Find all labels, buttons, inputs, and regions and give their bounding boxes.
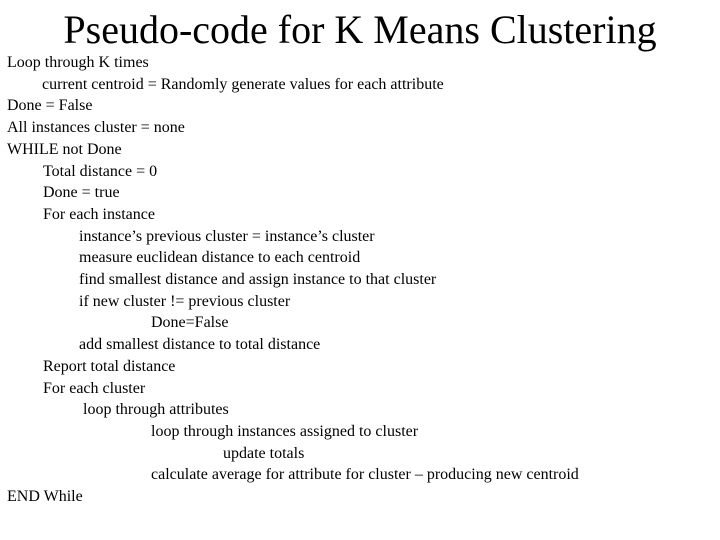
code-line: All instances cluster = none bbox=[7, 119, 185, 137]
slide-title: Pseudo-code for K Means Clustering bbox=[63, 7, 657, 52]
code-line: current centroid = Randomly generate values for each attribute bbox=[42, 75, 444, 93]
code-line: For each cluster bbox=[43, 379, 146, 397]
code-line: Loop through K times bbox=[7, 54, 149, 71]
code-line: instance’s previous cluster = instance’s cluster bbox=[79, 227, 375, 245]
code-line: add smallest distance to total distance bbox=[79, 336, 321, 354]
code-line: Done = False bbox=[7, 97, 93, 115]
code-line: END While bbox=[7, 488, 83, 506]
code-line: find smallest distance and assign instance to that cluster bbox=[79, 271, 437, 289]
code-line: update totals bbox=[223, 444, 305, 462]
code-line: For each instance bbox=[43, 205, 155, 223]
code-line: loop through instances assigned to cluster bbox=[151, 422, 419, 440]
code-line: Done=False bbox=[151, 314, 229, 332]
code-line: if new cluster != previous cluster bbox=[79, 292, 291, 310]
pseudo-code-block bbox=[7, 52, 713, 508]
code-line: Report total distance bbox=[43, 357, 176, 375]
code-line: Total distance = 0 bbox=[43, 162, 158, 180]
code-line: calculate average for attribute for cluster – producing new centroid bbox=[151, 466, 579, 484]
code-line: WHILE not Done bbox=[7, 140, 122, 158]
code-line: loop through attributes bbox=[83, 401, 229, 419]
code-line: measure euclidean distance to each centroid bbox=[79, 249, 361, 267]
code-line: Done = true bbox=[43, 184, 120, 202]
